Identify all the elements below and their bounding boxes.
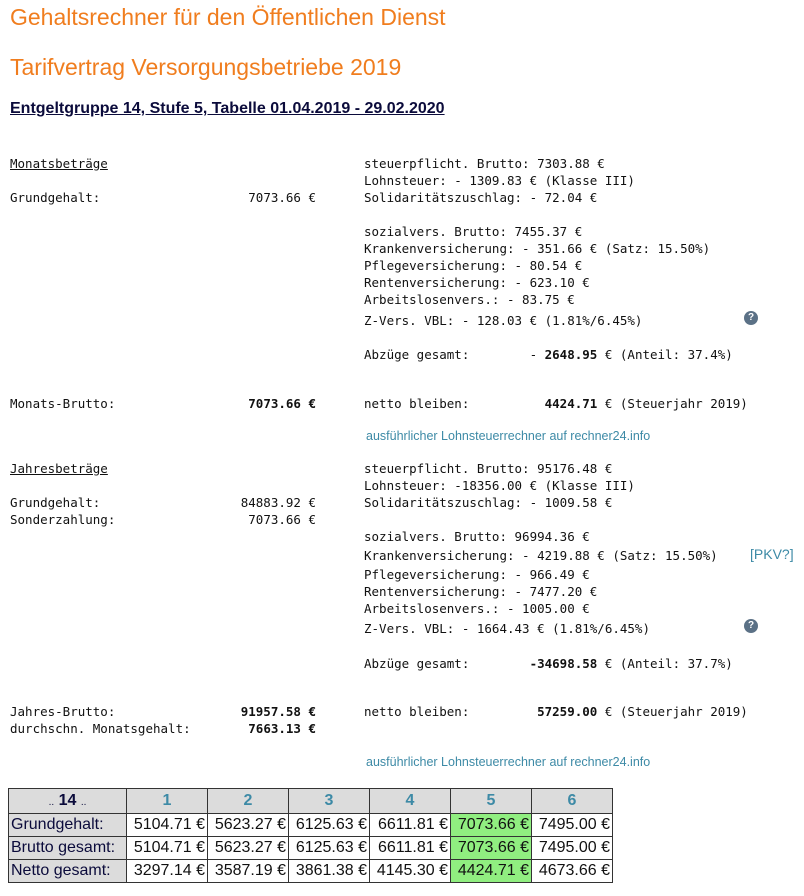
monthly-abzuege-value: 2648.95 [544,347,598,362]
group-prefix: .. [48,797,55,808]
monthly-line-steuerbrutto: steuerpflicht. Brutto: 7303.88 € [364,156,605,171]
yearly-sonder-value: 7073.66 € [248,512,316,527]
table-cell[interactable]: 5623.27 € [208,814,289,837]
stufe-header[interactable]: 4 [370,789,451,814]
yearly-sonder-label: Sonderzahlung: [10,512,116,527]
table-cell[interactable]: 7495.00 € [532,814,613,837]
yearly-lohnsteuer-link[interactable]: ausführlicher Lohnsteuerrechner auf rechner24.info [366,755,651,769]
stufe-header[interactable]: 2 [208,789,289,814]
table-cell[interactable]: 6611.81 € [370,814,451,837]
help-icon[interactable]: ? [744,619,758,633]
pkv-link[interactable]: [PKV?] [750,546,794,562]
monthly-netto-value: 4424.71 [544,396,598,411]
yearly-line-kv: Krankenversicherung: - 4219.88 € (Satz: 15.50%) [364,548,718,563]
monthly-line-kv: Krankenversicherung: - 351.66 € (Satz: 15.50%) [364,241,711,256]
table-cell[interactable]: 3297.14 € [127,860,208,883]
yearly-line-vbl: Z-Vers. VBL: - 1664.43 € (1.81%/6.45%) [364,621,650,636]
yearly-avg-value: 7663.13 € [248,721,316,736]
stufe-header[interactable]: 6 [532,789,613,814]
monthly-netto-suffix: € (Steuerjahr 2019) [597,396,748,411]
monthly-line-svbrutto: sozialvers. Brutto: 7455.37 € [364,224,583,239]
table-row [9,814,613,837]
table-cell[interactable]: 3587.19 € [208,860,289,883]
monthly-abzuege [364,346,733,363]
table-cell[interactable]: 5104.71 € [127,837,208,860]
yearly-grundgehalt-value: 84883.92 € [240,495,316,510]
table-cell[interactable]: 5104.71 € [127,814,208,837]
monthly-brutto-label: Monats-Brutto: [10,396,116,411]
yearly-grundgehalt-label: Grundgehalt: [10,495,101,510]
table-cell[interactable]: 6125.63 € [289,837,370,860]
monthly-abzuege-suffix: € (Anteil: 37.4%) [597,347,733,362]
yearly-netto [364,703,748,720]
monthly-heading: Monatsbeträge [10,156,108,171]
table-row [9,860,613,883]
monthly-line-rv: Rentenversicherung: - 623.10 € [364,275,590,290]
table-cell[interactable]: 3861.38 € [289,860,370,883]
table-cell[interactable]: 6125.63 € [289,814,370,837]
group-number: 14 [58,792,77,809]
yearly-netto-label: netto bleiben: [364,704,538,719]
yearly-line-av: Arbeitslosenvers.: - 1005.00 € [364,601,590,616]
monthly-lohnsteuer-link[interactable]: ausführlicher Lohnsteuerrechner auf rechner24.info [366,429,651,443]
monthly-brutto-value: 7073.66 € [248,396,316,411]
table-cell[interactable]: 6611.81 € [370,837,451,860]
monthly-line-lohnsteuer: Lohnsteuer: - 1309.83 € (Klasse III) [364,173,635,188]
group-selector[interactable] [9,789,127,814]
yearly-brutto-value: 91957.58 € [240,704,316,719]
row-label: Brutto gesamt: [9,837,127,860]
yearly-netto-value: 57259.00 [537,704,598,719]
yearly-heading: Jahresbeträge [10,461,108,476]
monthly-line-vbl: Z-Vers. VBL: - 128.03 € (1.81%/6.45%) [364,313,643,328]
stufe-header[interactable]: 1 [127,789,208,814]
yearly-abzuege-label: Abzüge gesamt: [364,656,530,671]
yearly-line-rv: Rentenversicherung: - 7477.20 € [364,584,598,599]
monthly-netto-label: netto bleiben: [364,396,545,411]
stufe-header[interactable]: 3 [289,789,370,814]
monthly-line-pv: Pflegeversicherung: - 80.54 € [364,258,583,273]
entgelt-heading: Entgeltgruppe 14, Stufe 5, Tabelle 01.04.2019 - 29.02.2020 [10,100,445,117]
yearly-brutto-label: Jahres-Brutto: [10,704,116,719]
monthly-netto [364,395,748,412]
help-icon[interactable]: ? [744,311,758,325]
monthly-abzuege-label: Abzüge gesamt: - [364,347,545,362]
monthly-grundgehalt-label: Grundgehalt: [10,190,101,205]
monthly-line-av: Arbeitslosenvers.: - 83.75 € [364,292,575,307]
stufen-table [8,788,613,883]
table-cell[interactable]: 7495.00 € [532,837,613,860]
yearly-line-svbrutto: sozialvers. Brutto: 96994.36 € [364,529,590,544]
yearly-line-steuerbrutto: steuerpflicht. Brutto: 95176.48 € [364,461,613,476]
page-title: Gehaltsrechner für den Öffentlichen Dienst [10,4,446,30]
table-cell[interactable]: 4145.30 € [370,860,451,883]
table-cell[interactable]: 7073.66 € [451,814,532,837]
page-subtitle: Tarifvertrag Versorgungsbetriebe 2019 [10,54,402,80]
table-header-row [9,789,613,814]
monthly-line-soli: Solidaritätszuschlag: - 72.04 € [364,190,598,205]
yearly-line-soli: Solidaritätszuschlag: - 1009.58 € [364,495,613,510]
row-label: Netto gesamt: [9,860,127,883]
yearly-avg-label: durchschn. Monatsgehalt: [10,721,191,736]
table-cell[interactable]: 7073.66 € [451,837,532,860]
table-cell[interactable]: 5623.27 € [208,837,289,860]
yearly-line-lohnsteuer: Lohnsteuer: -18356.00 € (Klasse III) [364,478,635,493]
yearly-abzuege-suffix: € (Anteil: 37.7%) [597,656,733,671]
yearly-abzuege [364,655,733,672]
yearly-abzuege-value: -34698.58 [529,656,598,671]
table-cell[interactable]: 4424.71 € [451,860,532,883]
stufe-header[interactable]: 5 [451,789,532,814]
monthly-grundgehalt-value: 7073.66 € [248,190,316,205]
yearly-netto-suffix: € (Steuerjahr 2019) [597,704,748,719]
table-row [9,837,613,860]
yearly-line-pv: Pflegeversicherung: - 966.49 € [364,567,590,582]
row-label: Grundgehalt: [9,814,127,837]
table-cell[interactable]: 4673.66 € [532,860,613,883]
group-suffix: .. [80,797,87,808]
